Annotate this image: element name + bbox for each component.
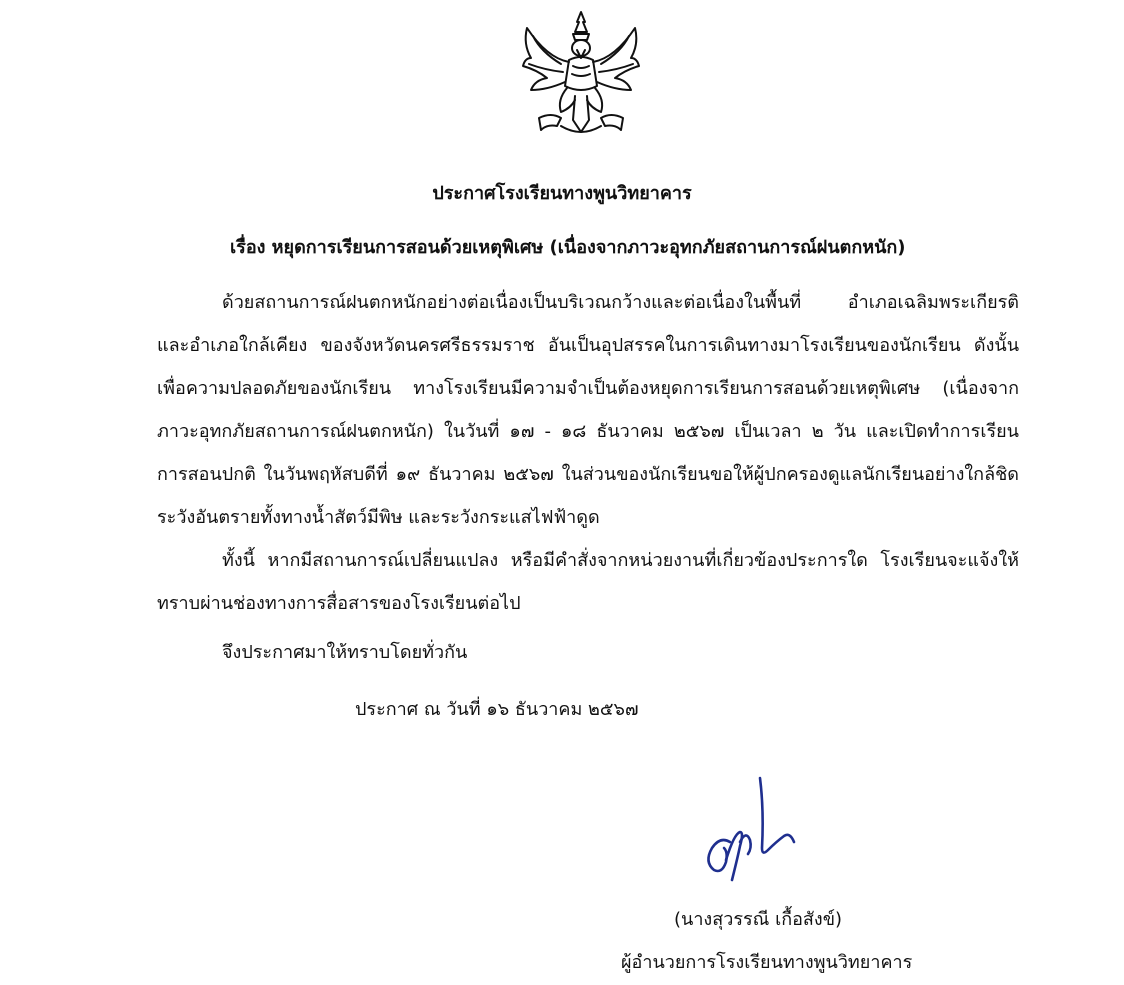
announcement-subject: เรื่อง หยุดการเรียนการสอนด้วยเหตุพิเศษ (เนื่องจากภาวะอุทกภัยสถานการณ์ฝนตกหนัก) [230, 237, 906, 258]
body-line: ทั้งนี้ หากมีสถานการณ์เปลี่ยนแปลง หรือมีคำสั่งจากหน่วยงานที่เกี่ยวข้องประการใด โรงเรียนจะแจ้งให้ [222, 550, 1019, 571]
garuda-emblem-icon [517, 8, 645, 140]
body-line: การสอนปกติ ในวันพฤหัสบดีที่ ๑๙ ธันวาคม ๒๕๖๗ ในส่วนของนักเรียนขอให้ผู้ปกครองดูแลนักเรียนอย่างใกล้ชิด [157, 464, 1019, 485]
body-line: ทราบผ่านช่องทางการสื่อสารของโรงเรียนต่อไป [157, 593, 521, 614]
signer-position: ผู้อำนวยการโรงเรียนทางพูนวิทยาคาร [621, 952, 913, 973]
signature-icon [690, 770, 805, 885]
announcement-date: ประกาศ ณ วันที่ ๑๖ ธันวาคม ๒๕๖๗ [355, 699, 639, 720]
signer-name: (นางสุวรรณี เกื้อสังข์) [674, 909, 843, 930]
body-line: ภาวะอุทกภัยสถานการณ์ฝนตกหนัก) ในวันที่ ๑๗ - ๑๘ ธันวาคม ๒๕๖๗ เป็นเวลา ๒ วัน และเปิดทำการเรียน [157, 421, 1019, 442]
announcement-title: ประกาศโรงเรียนทางพูนวิทยาคาร [432, 183, 692, 204]
closing-statement: จึงประกาศมาให้ทราบโดยทั่วกัน [222, 642, 468, 663]
body-line: และอำเภอใกล้เคียง ของจังหวัดนครศรีธรรมราช อันเป็นอุปสรรคในการเดินทางมาโรงเรียนของนักเรียน ดังนั้น [157, 335, 1019, 356]
body-line: เพื่อความปลอดภัยของนักเรียน ทางโรงเรียนมีความจำเป็นต้องหยุดการเรียนการสอนด้วยเหตุพิเศษ (เนื่องจาก [157, 378, 1019, 399]
body-line: ระวังอันตรายทั้งทางน้ำสัตว์มีพิษ และระวังกระแสไฟฟ้าดูด [157, 507, 600, 528]
body-line: ด้วยสถานการณ์ฝนตกหนักอย่างต่อเนื่องเป็นบริเวณกว้างและต่อเนื่องในพื้นที่ อำเภอเฉลิมพระเกียรติ [222, 292, 1019, 313]
